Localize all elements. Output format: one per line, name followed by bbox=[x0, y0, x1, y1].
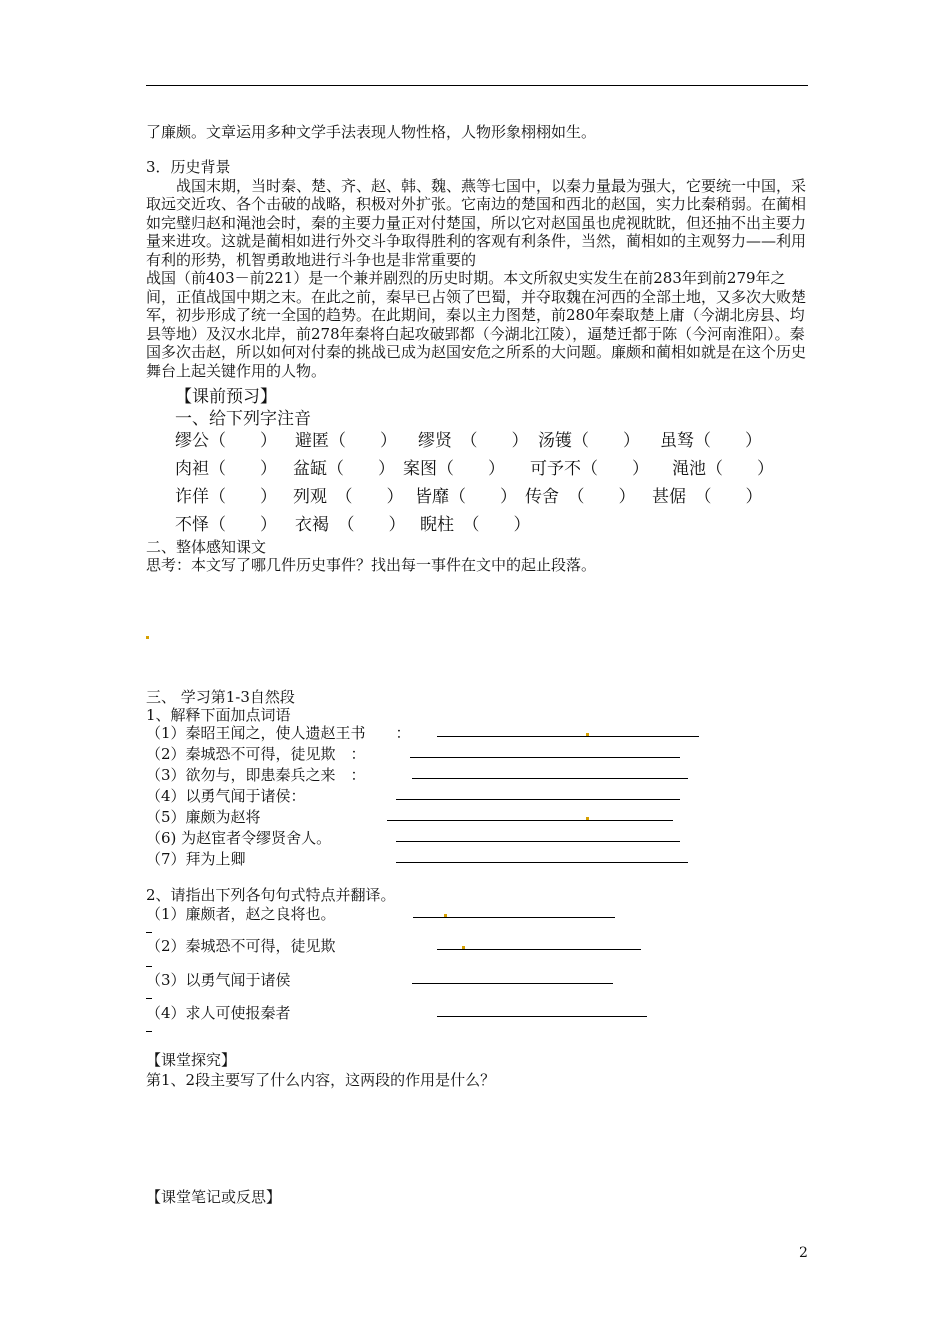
vocab-item: 皆靡（ ） bbox=[415, 487, 517, 507]
section3-heading: 三、 学习第1-3自然段 bbox=[146, 688, 295, 706]
history-section bbox=[146, 158, 808, 380]
notes-heading: 【课堂笔记或反思】 bbox=[146, 1188, 282, 1206]
stray-mark bbox=[586, 817, 589, 820]
stray-mark bbox=[586, 733, 589, 736]
vocab-item: 汤镬（ ） bbox=[538, 431, 640, 451]
dash-mark bbox=[146, 932, 152, 933]
vocab-item: 传舍 （ ） bbox=[525, 487, 636, 507]
vocab-item: 案图（ ） bbox=[403, 459, 505, 479]
explore-heading: 【课堂探究】 bbox=[146, 1051, 237, 1069]
answer-line bbox=[396, 862, 688, 863]
history-para-1: 战国末期，当时秦、楚、齐、赵、韩、魏、燕等七国中，以秦力量最为强大，它要统一中国，采取远交近攻、各个击破的战略，积极对外扩张。它南边的楚国和西北的赵国，实力比秦稍弱。在蔺相如完璧归赵和渑池会时，秦的主要力量正对付楚国，所以它对赵国虽也虎视眈眈，但还抽不出主要力量来进攻。这就是蔺相如进行外交斗争取得胜利的客观有利条件，当然，蔺相如的主观努力——利用有利的形势，机智勇敢地进行斗争也是非常重要的 bbox=[146, 176, 807, 269]
history-heading: 3．历史背景 bbox=[146, 158, 231, 176]
dash-mark bbox=[146, 966, 152, 967]
vocab-item: 避匿（ ） bbox=[295, 431, 397, 451]
vocab-item: 不怿（ ） bbox=[175, 515, 277, 535]
answer-line bbox=[437, 736, 699, 737]
vocab-item: 肉袒（ ） bbox=[175, 459, 277, 479]
answer-line bbox=[437, 1016, 647, 1017]
preview-heading: 【课前预习】 bbox=[175, 387, 277, 407]
vocab-item: 渑池（ ） bbox=[672, 459, 774, 479]
answer-line bbox=[412, 983, 613, 984]
sentence-item: （3）以勇气闻于诸侯 bbox=[146, 971, 291, 989]
explain-item: （5）廉颇为赵将 bbox=[146, 808, 261, 826]
explain-item: （3）欲勿与，即患秦兵之来 ： bbox=[146, 766, 366, 784]
explain-item: （2）秦城恐不可得，徒见欺 ： bbox=[146, 745, 366, 763]
vocab-item: 睨柱 （ ） bbox=[420, 515, 531, 535]
vocab-item: 诈佯（ ） bbox=[175, 487, 277, 507]
section2-question: 思考：本文写了哪几件历史事件？找出每一事件在文中的起止段落。 bbox=[146, 556, 597, 574]
answer-line bbox=[396, 799, 680, 800]
section3-sub2: 2、请指出下列各句句式特点并翻译。 bbox=[146, 886, 396, 904]
section2-heading: 二、整体感知课文 bbox=[146, 538, 267, 556]
answer-line bbox=[412, 778, 688, 779]
vocab-item: 甚倨 （ ） bbox=[652, 487, 763, 507]
answer-line bbox=[437, 949, 641, 950]
explain-item: （1）秦昭王闻之，使人遗赵王书 ： bbox=[146, 724, 411, 742]
sentence-item: （1）廉颇者，赵之良将也。 bbox=[146, 905, 336, 923]
preview-subheading: 一、给下列字注音 bbox=[175, 409, 311, 429]
explore-question: 第1、2段主要写了什么内容，这两段的作用是什么？ bbox=[146, 1071, 496, 1089]
section3-sub1: 1、解释下面加点词语 bbox=[146, 706, 291, 724]
stray-mark bbox=[444, 914, 447, 917]
vocab-item: 虽驽（ ） bbox=[660, 431, 762, 451]
stray-mark bbox=[146, 636, 149, 639]
header-rule bbox=[146, 85, 808, 86]
answer-line bbox=[387, 820, 673, 821]
explain-item: （7）拜为上卿 bbox=[146, 850, 246, 868]
explain-item: （6) 为赵宦者令缪贤舍人。 bbox=[146, 829, 332, 847]
explain-item: （4）以勇气闻于诸侯： bbox=[146, 787, 306, 805]
vocab-item: 缪公（ ） bbox=[175, 431, 277, 451]
dash-mark bbox=[146, 998, 152, 999]
vocab-item: 列观 （ ） bbox=[293, 487, 404, 507]
vocab-item: 衣褐 （ ） bbox=[295, 515, 406, 535]
dash-mark bbox=[146, 1031, 152, 1032]
vocab-item: 可予不（ ） bbox=[530, 459, 649, 479]
history-para-2: 战国（前403－前221）是一个兼并剧烈的历史时期。本文所叙史实发生在前283年到前279年之间，正值战国中期之末。在此之前，秦早已占领了巴蜀，并夺取魏在河西的全部土地，又多次大败楚军，初步形成了统一全国的趋势。在此期间，秦以主力图楚，前280年秦取楚上庸（今湖北房县、均县等地）及汉水北岸，前278年秦将白起攻破郢都（今湖北江陵），逼楚迁都于陈（今河南淮阳）。秦国多次击赵，所以如何对付秦的挑战已成为赵国安危之所系的大问题。廉颇和蔺相如就是在这个历史舞台上起关键作用的人物。 bbox=[146, 269, 807, 380]
stray-mark bbox=[462, 946, 465, 949]
vocab-item: 缪贤 （ ） bbox=[418, 431, 529, 451]
vocab-item: 盆缻（ ） bbox=[293, 459, 395, 479]
intro-tail: 了廉颇。文章运用多种文学手法表现人物性格，人物形象栩栩如生。 bbox=[146, 123, 597, 141]
sentence-item: （2）秦城恐不可得，徒见欺 bbox=[146, 937, 336, 955]
page-number: 2 bbox=[799, 1245, 808, 1261]
answer-line bbox=[413, 917, 615, 918]
sentence-item: （4）求人可使报秦者 bbox=[146, 1004, 291, 1022]
answer-line bbox=[410, 757, 680, 758]
answer-line bbox=[396, 841, 680, 842]
